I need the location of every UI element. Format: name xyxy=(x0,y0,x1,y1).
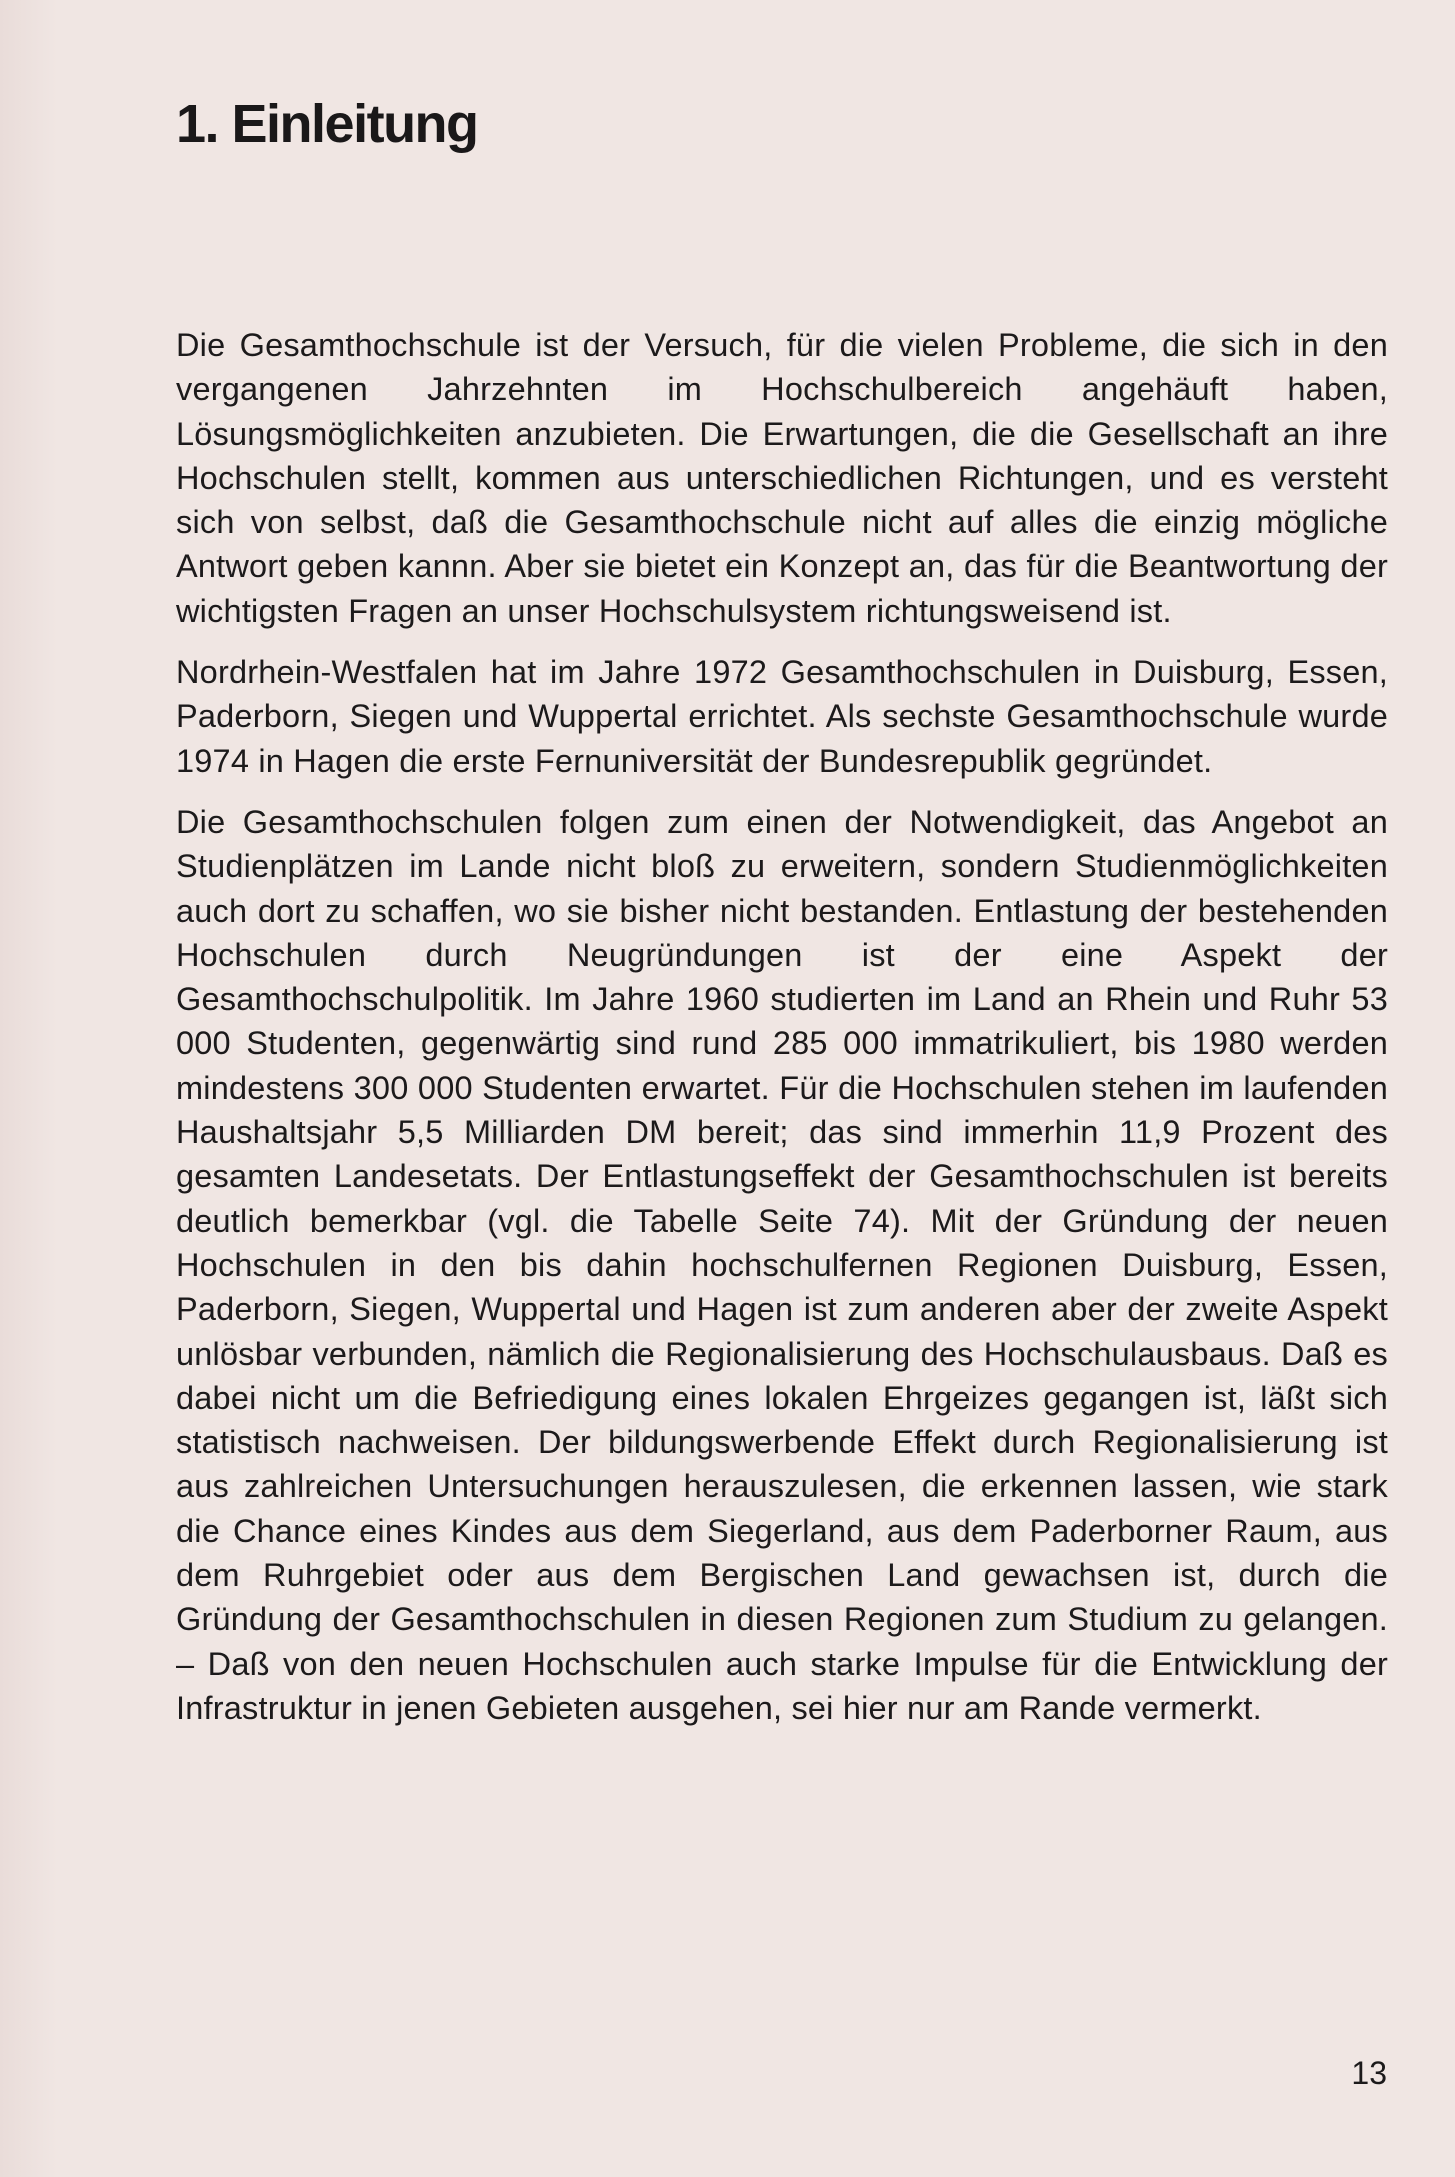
paragraph-founding: Nordrhein-Westfalen hat im Jahre 1972 Gesamthochschulen in Duisburg, Essen, Paderborn, Siegen und Wuppertal errichtet. Als sechste Gesamthochschule wurde 1974 in Hagen die erste Fernuniversität der Bundesrepublik gegründet. xyxy=(176,654,1388,779)
paragraph-regionalization: Die Gesamthochschulen folgen zum einen der Notwendigkeit, das Angebot an Studienplätzen im Lande nicht bloß zu erweitern, sondern Studienmöglichkeiten auch dort zu schaffen, wo sie bisher nicht bestanden. Entlastung der bestehenden Hochschulen durch Neugründungen ist der eine Aspekt der Gesamthochschulpolitik. Im Jahre 1960 studierten im Land an Rhein und Ruhr 53 000 Studenten, gegenwärtig sind rund 285 000 immatrikuliert, bis 1980 werden mindestens 300 000 Studenten erwartet. Für die Hochschulen stehen im laufenden Haushaltsjahr 5,5 Milliarden DM bereit; das sind immerhin 11,9 Prozent des gesamten Landesetats. Der Entlastungseffekt der Gesamthochschulen ist bereits deutlich bemerkbar (vgl. die Tabelle Seite 74). Mit der Gründung der neuen Hochschulen in den bis dahin hochschulfernen Regionen Duisburg, Essen, Paderborn, Siegen, Wuppertal und Hagen ist zum anderen aber der zweite Aspekt unlösbar verbunden, nämlich die Regionalisierung des Hochschulausbaus. Daß es dabei nicht um die Befriedigung eines lokalen Ehrgeizes gegangen ist, läßt sich statistisch nachweisen. Der bildungswerbende Effekt durch Regionalisierung ist aus zahlreichen Untersuchungen herauszulesen, die erkennen lassen, wie stark die Chance eines Kindes aus dem Siegerland, aus dem Paderborner Raum, aus dem Ruhrgebiet oder aus dem Bergischen Land gewachsen ist, durch die Gründung der Gesamthochschulen in diesen Regionen zum Studium zu gelangen. – Daß von den neuen Hochschulen auch starke Impulse für die Entwicklung der Infrastruktur in jenen Gebieten ausgehen, sei hier nur am Rande vermerkt. xyxy=(176,803,1388,1726)
page-gutter xyxy=(0,0,58,2177)
page-number: 13 xyxy=(1351,2055,1387,2091)
body-text xyxy=(176,323,1388,1747)
paragraph-intro: Die Gesamthochschule ist der Versuch, für die vielen Probleme, die sich in den vergangenen Jahrzehnten im Hochschulbereich angehäuft haben, Lösungsmöglichkeiten anzubieten. Die Erwartungen, die die Gesellschaft an ihre Hochschulen stellt, kommen aus unterschiedlichen Richtungen, und es versteht sich von selbst, daß die Gesamthochschule nicht auf alles die einzig mögliche Antwort geben kannn. Aber sie bietet ein Konzept an, das für die Beantwortung der wichtigsten Fragen an unser Hochschulsystem richtungsweisend ist. xyxy=(176,327,1388,629)
chapter-heading: 1. Einleitung xyxy=(176,94,478,154)
